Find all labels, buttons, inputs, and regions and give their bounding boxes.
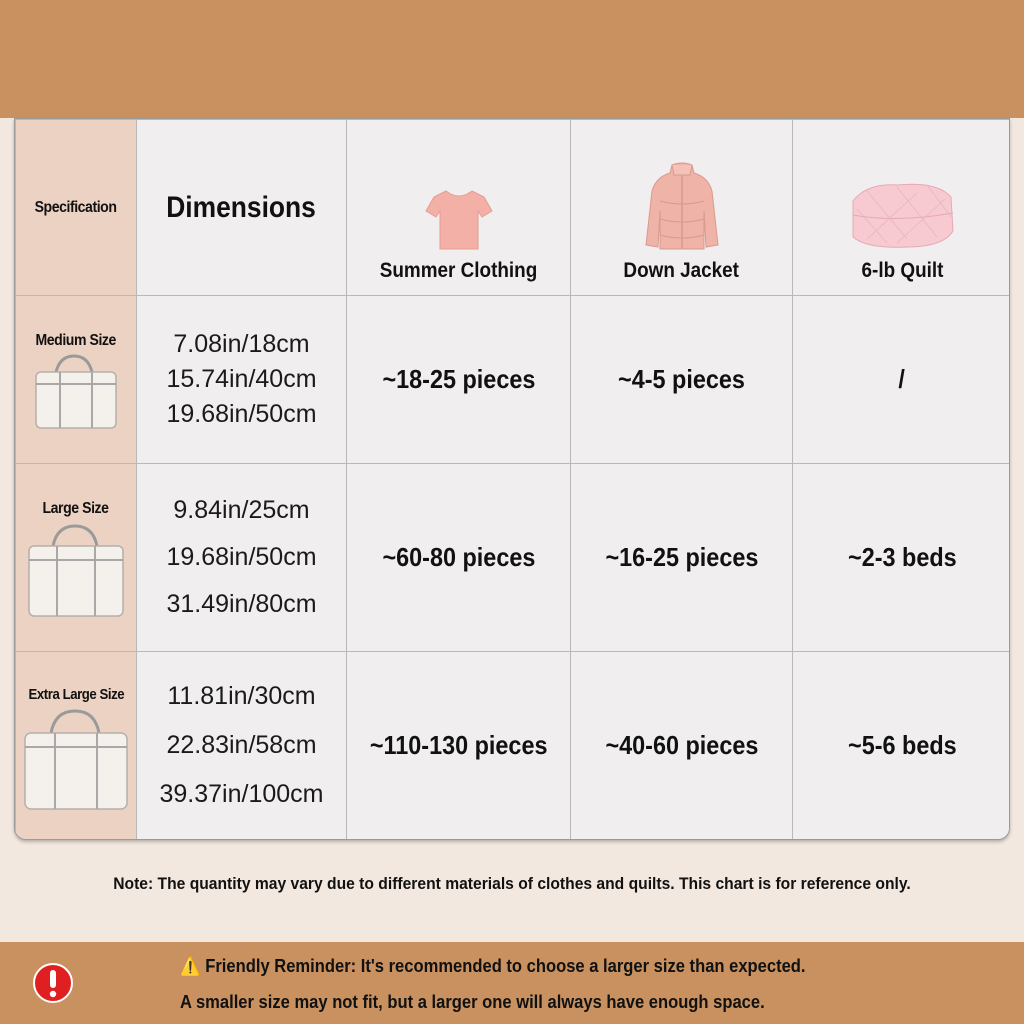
col-quilt xyxy=(793,120,1011,296)
size-chart-table xyxy=(14,118,1010,840)
quilt-label: 6-lb Quilt xyxy=(861,259,943,282)
t-shirt-icon xyxy=(424,187,494,251)
size-label: Extra Large Size xyxy=(28,686,124,703)
table-row xyxy=(16,652,1011,840)
value-cell xyxy=(347,464,571,652)
down-jacket-label: Down Jacket xyxy=(623,259,740,282)
size-cell-medium xyxy=(16,296,137,464)
value-cell xyxy=(571,296,793,464)
summer-clothing-value: ~60-80 pieces xyxy=(382,542,535,572)
storage-bag-icon xyxy=(23,524,129,620)
size-label: Medium Size xyxy=(35,332,117,349)
size-cell-extra-large xyxy=(16,652,137,840)
reminder-line-1 xyxy=(180,956,806,977)
dim-width: 19.68in/50cm xyxy=(166,543,317,571)
value-cell xyxy=(347,296,571,464)
table-row xyxy=(16,296,1011,464)
dim-length: 39.37in/100cm xyxy=(159,780,324,808)
down-jacket-value: ~4-5 pieces xyxy=(618,364,745,394)
warning-icon: ⚠️ xyxy=(180,956,201,976)
dim-height: 7.08in/18cm xyxy=(173,330,310,358)
dim-height: 11.81in/30cm xyxy=(167,682,316,710)
dimensions-header-cell xyxy=(137,120,347,296)
size-cell-large xyxy=(16,464,137,652)
quilt-value: / xyxy=(898,364,906,394)
down-jacket-icon xyxy=(644,161,720,251)
dim-length: 19.68in/50cm xyxy=(166,400,317,428)
specification-label: Specification xyxy=(35,198,117,216)
reminder-text-1: Friendly Reminder: It's recommended to choose a larger size than expected. xyxy=(205,956,806,976)
dim-width: 15.74in/40cm xyxy=(166,365,317,393)
dim-height: 9.84in/25cm xyxy=(173,496,310,524)
reminder-line-2: A smaller size may not fit, but a larger one will always have enough space. xyxy=(180,992,765,1012)
value-cell xyxy=(793,296,1011,464)
summer-clothing-value: ~110-130 pieces xyxy=(369,730,548,760)
value-cell xyxy=(347,652,571,840)
storage-bag-icon xyxy=(19,709,133,813)
table-row xyxy=(16,464,1011,652)
value-cell xyxy=(571,652,793,840)
quilt-icon xyxy=(847,179,957,251)
top-banner xyxy=(0,0,1024,118)
col-summer-clothing xyxy=(347,120,571,296)
storage-bag-icon xyxy=(30,354,122,432)
quilt-value: ~5-6 beds xyxy=(847,730,957,760)
down-jacket-value: ~40-60 pieces xyxy=(605,730,758,760)
dimensions-label: Dimensions xyxy=(166,190,317,224)
dims-cell xyxy=(137,652,347,840)
col-down-jacket xyxy=(571,120,793,296)
value-cell xyxy=(793,652,1011,840)
header-row xyxy=(16,120,1011,296)
dim-width: 22.83in/58cm xyxy=(166,731,317,759)
dim-length: 31.49in/80cm xyxy=(166,590,317,618)
size-label: Large Size xyxy=(42,500,110,517)
value-cell xyxy=(793,464,1011,652)
dims-cell xyxy=(137,464,347,652)
reference-note: Note: The quantity may vary due to different materials of clothes and quilts. This chart is for reference only. xyxy=(113,874,911,893)
alert-icon xyxy=(32,962,74,1004)
summer-clothing-label: Summer Clothing xyxy=(379,259,538,282)
spec-header-cell xyxy=(16,120,137,296)
dims-cell xyxy=(137,296,347,464)
summer-clothing-value: ~18-25 pieces xyxy=(382,364,535,394)
value-cell xyxy=(571,464,793,652)
quilt-value: ~2-3 beds xyxy=(847,542,957,572)
down-jacket-value: ~16-25 pieces xyxy=(605,542,758,572)
